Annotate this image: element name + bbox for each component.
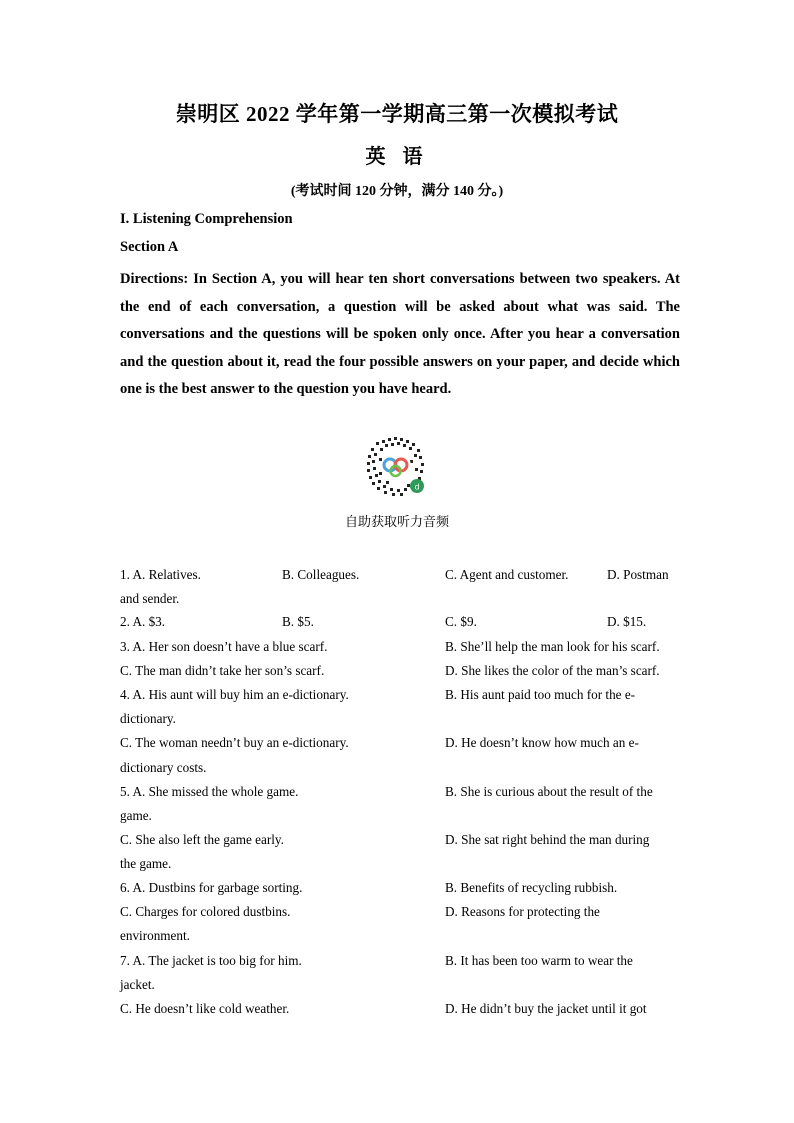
option-4b: B. His aunt paid too much for the e-: [445, 687, 636, 702]
qr-caption: 自助获取听力音频: [344, 514, 449, 529]
option-4a: 4. A. His aunt will buy him an e-dictionary.: [120, 687, 349, 702]
option-4d: D. He doesn’t know how much an e-: [445, 735, 639, 750]
option-5b: B. She is curious about the result of the: [445, 784, 653, 799]
option-1a: 1. A. Relatives.: [120, 567, 201, 582]
option-3a: 3. A. Her son doesn’t have a blue scarf.: [120, 639, 328, 654]
option-6c: C. Charges for colored dustbins.: [120, 904, 291, 919]
option-4d-cont: dictionary costs.: [120, 760, 207, 775]
option-5b-cont: game.: [120, 808, 152, 823]
option-5c: C. She also left the game early.: [120, 832, 284, 847]
option-7a: 7. A. The jacket is too big for him.: [120, 953, 302, 968]
option-5a: 5. A. She missed the whole game.: [120, 784, 299, 799]
exam-note: (考试时间 120 分钟，满分 140 分。): [290, 184, 504, 199]
option-1d: D. Postman: [607, 567, 669, 582]
option-4b-cont: dictionary.: [120, 711, 176, 726]
option-2c: C. $9.: [445, 614, 477, 629]
option-1c: C. Agent and customer.: [445, 567, 569, 582]
option-7c: C. He doesn’t like cold weather.: [120, 1001, 290, 1016]
option-6b: B. Benefits of recycling rubbish.: [445, 880, 618, 895]
option-2d: D. $15.: [607, 614, 647, 629]
subject-title: 英 语: [365, 146, 429, 168]
option-5d-cont: the game.: [120, 856, 172, 871]
option-3c: C. The man didn’t take her son’s scarf.: [120, 663, 325, 678]
option-1b: B. Colleagues.: [282, 567, 360, 582]
option-7b-cont: jacket.: [120, 977, 155, 992]
option-2b: B. $5.: [282, 614, 314, 629]
exam-title: 崇明区 2022 学年第一学期高三第一次模拟考试: [175, 102, 619, 126]
option-7d: D. He didn’t buy the jacket until it got: [445, 1001, 647, 1016]
svg-text:d: d: [414, 482, 420, 492]
option-3d: D. She likes the color of the man’s scarf.: [445, 663, 660, 678]
option-6a: 6. A. Dustbins for garbage sorting.: [120, 880, 303, 895]
option-2a: 2. A. $3.: [120, 614, 166, 629]
option-4c: C. The woman needn’t buy an e-dictionary.: [120, 735, 349, 750]
qr-code-icon[interactable]: [362, 432, 430, 500]
option-5d: D. She sat right behind the man during: [445, 832, 650, 847]
option-7b: B. It has been too warm to wear the: [445, 953, 633, 968]
section-heading: Section A: [120, 239, 179, 255]
option-6d: D. Reasons for protecting the: [445, 904, 600, 919]
part-heading: I. Listening Comprehension: [120, 211, 293, 227]
option-3b: B. She’ll help the man look for his scarf.: [445, 639, 660, 654]
directions-paragraph: Directions: In Section A, you will hear ten short conversations between two speakers. At the end of each conversation, a question will be asked about what was said. The conversations and the questions will be spoken only once. After you hear a conversation and the question about it, read the four possible answers on your paper, and decide which one is the best answer to the question you have heard.: [120, 271, 680, 398]
option-1d-cont: and sender.: [120, 591, 180, 606]
option-6d-cont: environment.: [120, 928, 190, 943]
